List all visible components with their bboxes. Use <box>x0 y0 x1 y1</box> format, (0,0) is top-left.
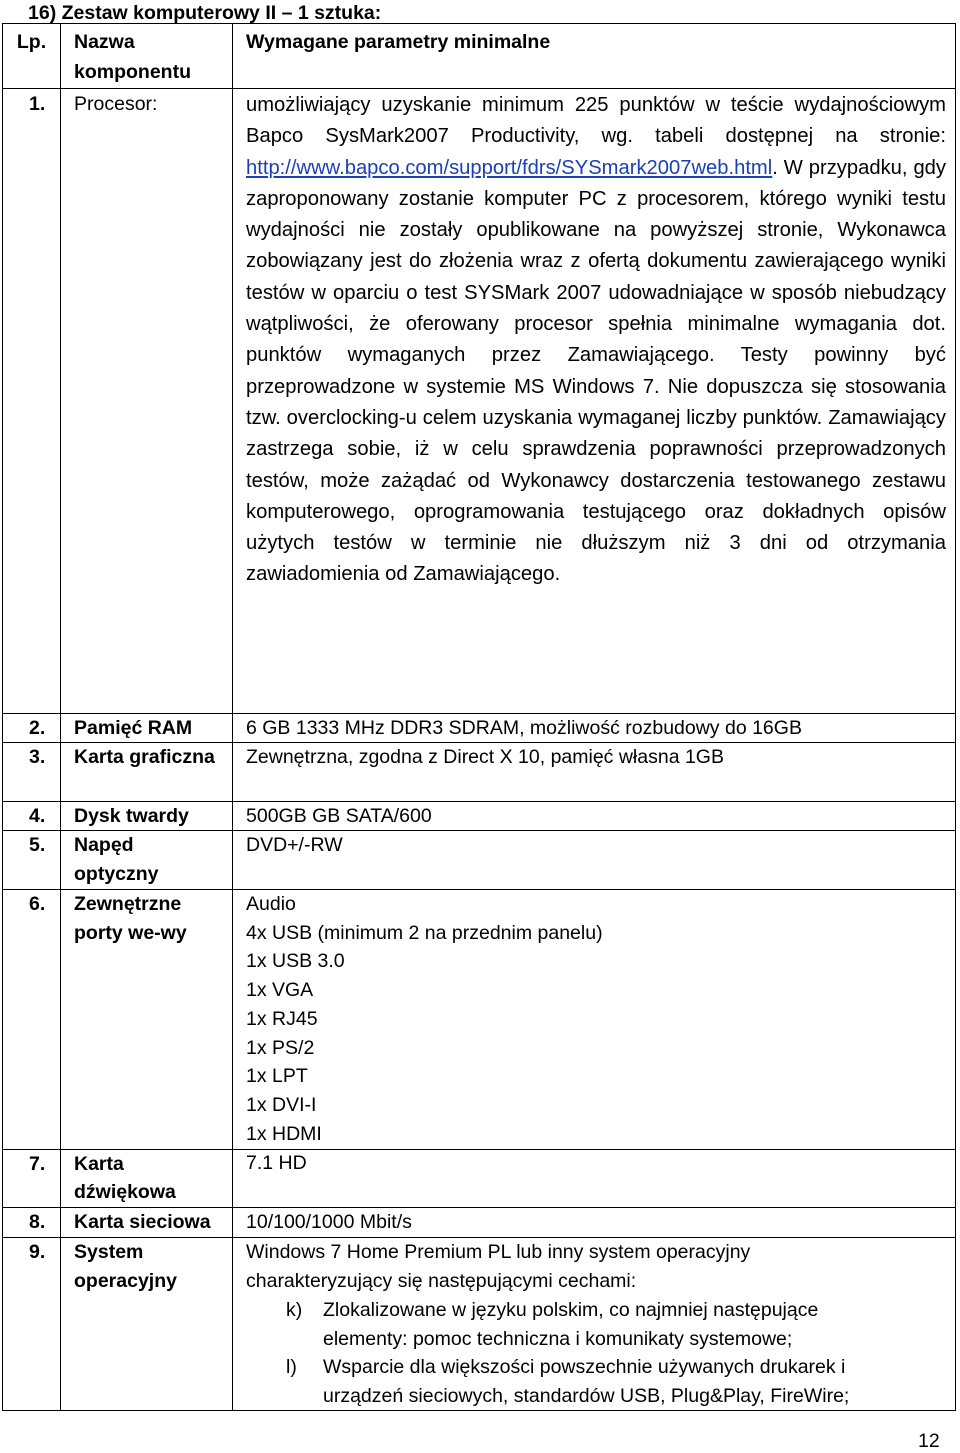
row-name: Karta sieciowa <box>74 1211 211 1233</box>
page-number: 12 <box>918 1430 940 1452</box>
port-item: 1x HDMI <box>246 1122 322 1145</box>
row-name-line2: operacyjny <box>74 1270 177 1292</box>
row-value: DVD+/-RW <box>246 834 343 856</box>
row-value: Zewnętrzna, zgodna z Direct X 10, pamięć własna 1GB <box>246 746 724 768</box>
row-name: Karta graficzna <box>74 746 215 768</box>
row-name-line2: dźwiękowa <box>74 1181 176 1203</box>
row-value: 10/100/1000 Mbit/s <box>246 1211 412 1233</box>
row-value: 7.1 HD <box>246 1152 307 1174</box>
os-value-line1: Windows 7 Home Premium PL lub inny system operacyjny <box>246 1241 751 1263</box>
row-number: 7. <box>29 1153 46 1175</box>
header-name-line2: komponentu <box>74 61 191 83</box>
processor-text-part1: umożliwiający uzyskanie minimum 225 punktów w teście wydajnościowym Bapco SysMark2007 Productivity, wg. tabeli dostępnej na stronie: <box>246 94 946 148</box>
port-item: 1x USB 3.0 <box>246 950 345 973</box>
port-item: 1x LPT <box>246 1065 308 1088</box>
column-divider <box>60 24 61 1410</box>
port-item: Audio <box>246 893 296 915</box>
row-name: Procesor: <box>74 93 158 115</box>
page-title: 16) Zestaw komputerowy II – 1 sztuka: <box>28 2 382 24</box>
list-label: l) <box>286 1356 297 1378</box>
port-item: 1x RJ45 <box>246 1007 318 1030</box>
row-number: 2. <box>29 717 46 739</box>
header-lp: Lp. <box>16 31 47 53</box>
processor-requirements <box>246 90 946 591</box>
list-label: k) <box>286 1299 303 1321</box>
row-number: 1. <box>29 93 46 115</box>
list-text-line1: Zlokalizowane w języku polskim, co najmniej następujące <box>323 1299 819 1321</box>
header-name-line1: Nazwa <box>74 31 135 53</box>
bapco-link[interactable]: http://www.bapco.com/support/fdrs/SYSmark2007web.html <box>246 156 773 179</box>
port-item: 1x VGA <box>246 979 314 1002</box>
list-text-line2: elementy: pomoc techniczna i komunikaty systemowe; <box>323 1328 793 1350</box>
row-number: 5. <box>29 834 46 856</box>
row-value: 6 GB 1333 MHz DDR3 SDRAM, możliwość rozbudowy do 16GB <box>246 717 802 739</box>
row-name-line1: Zewnętrzne <box>74 893 182 915</box>
row-value: 500GB GB SATA/600 <box>246 805 432 827</box>
row-name: Pamięć RAM <box>74 717 193 739</box>
spec-table <box>2 23 956 1411</box>
os-value-line2: charakteryzujący się następującymi cechami: <box>246 1270 637 1292</box>
row-name-line1: Napęd <box>74 834 134 856</box>
row-name-line2: porty we-wy <box>74 922 187 944</box>
row-name-line1: System <box>74 1241 144 1263</box>
row-number: 4. <box>29 805 46 827</box>
port-item: 1x PS/2 <box>246 1036 315 1059</box>
port-item: 4x USB (minimum 2 na przednim panelu) <box>246 921 603 944</box>
header-params: Wymagane parametry minimalne <box>246 31 551 53</box>
list-text-line2: urządzeń sieciowych, standardów USB, Plug&Play, FireWire; <box>323 1385 850 1407</box>
port-item: 1x DVI-I <box>246 1093 317 1116</box>
row-name-line1: Karta <box>74 1153 124 1175</box>
row-number: 9. <box>29 1241 46 1263</box>
row-number: 8. <box>29 1211 46 1233</box>
processor-text-part2: . W przypadku, gdy zaproponowany zostanie komputer PC z procesorem, którego wyniki testu wydajności nie zostały opublikowane na powyższej stronie, Wykonawca zobowiązany jest do złożenia wraz z ofertą dokumentu zawierającego wyniki testów w oparciu o test SYSMark 2007 udowadniające w sposób niebudzący wątpliwości, że oferowany procesor spełnia minimalne wymagania dot. punktów wymaganych przez Zamawiającego. Testy powinny być przeprowadzone w systemie MS Windows 7. Nie dopuszcza się stosowania tzw. overclocking-u celem uzyskania wymaganej liczby punktów. Zamawiający zastrzega sobie, iż w celu sprawdzenia poprawności przeprowadzonych testów, może zażądać od Wykonawcy dostarczenia testowanego zestawu komputerowego, oprogramowania testującego oraz dokładnych opisów użytych testów w terminie nie dłuższym niż 3 dni od otrzymania zawiadomienia od Zamawiającego. <box>246 156 946 586</box>
list-text-line1: Wsparcie dla większości powszechnie używanych drukarek i <box>323 1356 846 1378</box>
row-name: Dysk twardy <box>74 805 189 827</box>
row-name-line2: optyczny <box>74 863 159 885</box>
row-number: 6. <box>29 893 46 915</box>
row-number: 3. <box>29 746 46 768</box>
